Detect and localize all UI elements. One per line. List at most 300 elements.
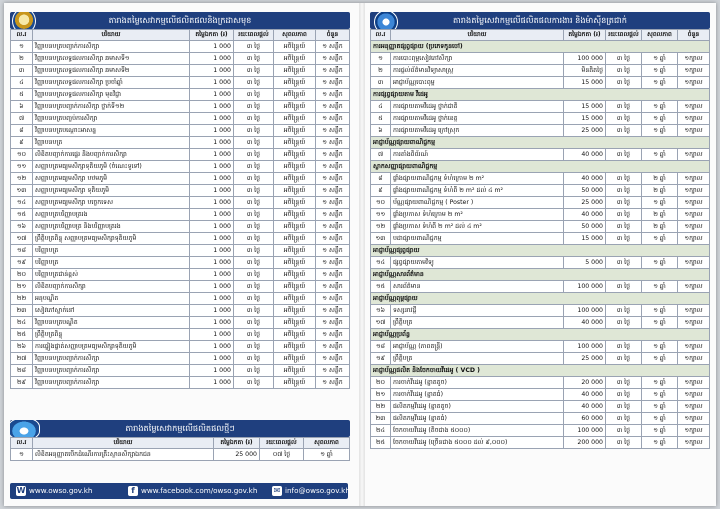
table-cell: ១ សន្លឹក bbox=[316, 245, 350, 257]
left-price-table bbox=[10, 29, 350, 389]
table-cell: ៣ ថ្ងៃ bbox=[234, 317, 274, 329]
table-cell: ២២ bbox=[371, 401, 391, 413]
column-header: សុពលភាព bbox=[642, 30, 678, 41]
table-row bbox=[371, 401, 710, 413]
table-cell: ១ ឆ្នាំ bbox=[642, 65, 678, 77]
table-cell: ៦ bbox=[371, 125, 391, 137]
table-cell: ផ្ទាំងផ្សាយពាណិជ្ជកម្ម ទំហំពី ២ m² ដល់ ៤ m² bbox=[391, 185, 564, 197]
category-label: អាជ្ញាប័ណ្ណផ្សាយពាណិជ្ជកម្ម bbox=[371, 137, 710, 149]
table-cell: ២ ឆ្នាំ bbox=[642, 209, 678, 221]
table-cell: ១ សន្លឹក bbox=[316, 329, 350, 341]
column-header: តម្លៃឯកតា (៛) bbox=[214, 438, 260, 449]
table-cell: ៣ ថ្ងៃ bbox=[606, 185, 642, 197]
column-header: ចំនួន bbox=[678, 30, 710, 41]
table-cell: ៣ ថ្ងៃ bbox=[606, 197, 642, 209]
table-row bbox=[11, 257, 350, 269]
table-cell: ចែកចាយវីដេអូ (ច្រើនជាង ៥០០០ ដល់ ៩,០០០) bbox=[391, 437, 564, 449]
column-header: តម្លៃឯកតា (៛) bbox=[190, 30, 234, 41]
category-label: អាជ្ញាប័ណ្ណសារព័ត៌មាន bbox=[371, 269, 710, 281]
category-row bbox=[371, 161, 710, 173]
table-cell: ៣ ថ្ងៃ bbox=[234, 329, 274, 341]
table-cell: ៣ ថ្ងៃ bbox=[234, 281, 274, 293]
table-cell: ការចាក់វីដេអូ (ខ្នាតតូច) bbox=[391, 377, 564, 389]
table-cell: ១ សន្លឹក bbox=[316, 113, 350, 125]
table-cell: ១ក្បាល bbox=[678, 257, 710, 269]
table-cell: 25 000 bbox=[564, 353, 606, 365]
table-cell: ១ក្បាល bbox=[678, 101, 710, 113]
table-cell: ៣ ថ្ងៃ bbox=[234, 161, 274, 173]
table-cell: ផ្ទាំងប្រកាស ទំហំពី ២ m² ដល់ ៤ m² bbox=[391, 221, 564, 233]
table-cell: ៦ bbox=[11, 101, 33, 113]
column-header: បរិយាយ bbox=[33, 438, 214, 449]
table-cell: 1 000 bbox=[190, 197, 234, 209]
table-cell: ២៤ bbox=[371, 425, 391, 437]
table-row bbox=[371, 389, 710, 401]
table-cell: ៣ ថ្ងៃ bbox=[606, 413, 642, 425]
table-cell: ផលិតកម្មវីដេអូ (ខ្នាតធំ) bbox=[391, 413, 564, 425]
table-cell: ២១ bbox=[371, 389, 391, 401]
table-cell: ៣ ថ្ងៃ bbox=[234, 77, 274, 89]
wordpress-icon: W bbox=[16, 486, 26, 495]
table-cell: ១ក្បាល bbox=[678, 377, 710, 389]
table-cell: ៣ ថ្ងៃ bbox=[234, 293, 274, 305]
table-cell: ៣ ថ្ងៃ bbox=[234, 185, 274, 197]
table-cell: ៣ ថ្ងៃ bbox=[606, 149, 642, 161]
table-cell: ១ សន្លឹក bbox=[316, 281, 350, 293]
table-cell: ៤ bbox=[371, 101, 391, 113]
table-cell: ១ សន្លឹក bbox=[316, 293, 350, 305]
table-cell: ១ក្បាល bbox=[678, 341, 710, 353]
table-cell: 50 000 bbox=[564, 185, 606, 197]
category-row bbox=[371, 41, 710, 53]
email-icon: ✉ bbox=[273, 486, 281, 495]
table-cell: ១ សន្លឹក bbox=[316, 269, 350, 281]
table-row bbox=[371, 233, 710, 245]
table-cell: ៤ bbox=[11, 77, 33, 89]
table-cell: អចិន្ត្រៃយ៍ bbox=[274, 161, 316, 173]
table-row bbox=[11, 377, 350, 389]
table-cell: ១០ bbox=[371, 197, 391, 209]
table-cell: ៣ ថ្ងៃ bbox=[606, 173, 642, 185]
table-cell: បរិញ្ញាបត្រជាន់ខ្ពស់ bbox=[33, 269, 190, 281]
table-cell: 100 000 bbox=[564, 281, 606, 293]
table-cell: ផ្ទាំងប្រកាស ទំហំក្រោម ២ m² bbox=[391, 209, 564, 221]
table-row bbox=[371, 317, 710, 329]
table-cell: ១ក្បាល bbox=[678, 401, 710, 413]
table-row bbox=[11, 365, 350, 377]
table-cell: 1 000 bbox=[190, 185, 234, 197]
table-cell: 15 000 bbox=[564, 77, 606, 89]
table-cell: ២០ bbox=[11, 269, 33, 281]
table-cell: ៣ ថ្ងៃ bbox=[606, 233, 642, 245]
table-cell: អចិន្ត្រៃយ៍ bbox=[274, 125, 316, 137]
table-cell: ៣ ថ្ងៃ bbox=[234, 377, 274, 389]
table-cell: ៣ ថ្ងៃ bbox=[234, 113, 274, 125]
table-row bbox=[11, 233, 350, 245]
category-row bbox=[371, 137, 710, 149]
table-cell: 1 000 bbox=[190, 317, 234, 329]
table-cell: 1 000 bbox=[190, 341, 234, 353]
table-cell: ១ក្បាល bbox=[678, 317, 710, 329]
table-cell: ១ក្បាល bbox=[678, 65, 710, 77]
column-header: ល.រ bbox=[371, 30, 391, 41]
table-cell: ៩ bbox=[11, 137, 33, 149]
table-row bbox=[11, 113, 350, 125]
table-cell: ១ សន្លឹក bbox=[316, 161, 350, 173]
table-cell: ៨ bbox=[371, 173, 391, 185]
table-cell: ២ ឆ្នាំ bbox=[642, 173, 678, 185]
table-cell: 60 000 bbox=[564, 413, 606, 425]
owso-logo-icon bbox=[10, 420, 40, 437]
table-cell: 40 000 bbox=[564, 209, 606, 221]
table-cell: ១ ឆ្នាំ bbox=[642, 401, 678, 413]
table-cell: អចិន្ត្រៃយ៍ bbox=[274, 281, 316, 293]
table-row bbox=[11, 281, 350, 293]
table-row bbox=[11, 317, 350, 329]
column-header: រយៈពេលផ្ដល់ bbox=[606, 30, 642, 41]
table-cell: ព្រឹត្តិបត្រពិន្ទុ bbox=[33, 329, 190, 341]
table-cell: អចិន្ត្រៃយ៍ bbox=[274, 53, 316, 65]
table-cell: 1 000 bbox=[190, 293, 234, 305]
table-cell: ការផ្សាយតាមវីដេអូ ថ្នាក់ខេត្ត bbox=[391, 113, 564, 125]
table-cell: ២៣ bbox=[11, 305, 33, 317]
table-row bbox=[11, 101, 350, 113]
table-cell: 40 000 bbox=[564, 389, 606, 401]
table-cell: ១៥ bbox=[11, 209, 33, 221]
table-cell: អចិន្ត្រៃយ៍ bbox=[274, 77, 316, 89]
table-cell: អចិន្ត្រៃយ៍ bbox=[274, 305, 316, 317]
table-cell: អចិន្ត្រៃយ៍ bbox=[274, 185, 316, 197]
table-cell: វិញ្ញាបនបត្របណ្ឌិត bbox=[33, 317, 190, 329]
table-row bbox=[371, 101, 710, 113]
column-header: ចំនួន bbox=[316, 30, 350, 41]
table-cell: សញ្ញាបត្រមធ្យមសិក្សា ទុតិយភូមិ bbox=[33, 185, 190, 197]
table-cell: ១ក្បាល bbox=[678, 221, 710, 233]
table-cell: ១ ឆ្នាំ bbox=[642, 125, 678, 137]
table-cell: លិខិតអនុញ្ញាតបើកដំណើរការគ្រឹះស្ថានសិក្សាឯកជន bbox=[33, 449, 214, 461]
table-cell: ១៦ bbox=[11, 221, 33, 233]
lower-panel-header bbox=[10, 420, 350, 437]
column-header: រយៈពេលផ្ដល់ bbox=[260, 438, 304, 449]
table-row bbox=[371, 353, 710, 365]
table-cell: ៣ ថ្ងៃ bbox=[606, 353, 642, 365]
table-cell: ១ សន្លឹក bbox=[316, 77, 350, 89]
table-cell: ៣ ថ្ងៃ bbox=[234, 41, 274, 53]
footer-email[interactable] bbox=[272, 483, 350, 499]
table-cell: ១ ឆ្នាំ bbox=[642, 257, 678, 269]
table-cell: 1 000 bbox=[190, 137, 234, 149]
table-row bbox=[11, 341, 350, 353]
table-cell: ១ក្បាល bbox=[678, 113, 710, 125]
column-header: ល.រ bbox=[11, 438, 33, 449]
category-row bbox=[371, 89, 710, 101]
table-cell: វិញ្ញាបនបត្របញ្ជាក់ការសិក្សា bbox=[33, 353, 190, 365]
column-header: បរិយាយ bbox=[33, 30, 190, 41]
table-cell: លិខិតបញ្ជាក់ការសិក្សា bbox=[33, 281, 190, 293]
table-cell: ៣ ថ្ងៃ bbox=[234, 101, 274, 113]
table-cell: ២១ bbox=[11, 281, 33, 293]
table-cell: ១ bbox=[11, 41, 33, 53]
table-cell: ២០ bbox=[371, 377, 391, 389]
table-cell: អចិន្ត្រៃយ៍ bbox=[274, 233, 316, 245]
left-panel-header bbox=[10, 12, 350, 29]
table-cell: ការផ្សាយតាមវីដេអូ ក្រៅស្រុក bbox=[391, 125, 564, 137]
table-cell: វិញ្ញាបនបត្របញ្ចប់ការសិក្សា bbox=[33, 113, 190, 125]
table-cell: ៣ ថ្ងៃ bbox=[234, 209, 274, 221]
table-cell: ២ ឆ្នាំ bbox=[642, 185, 678, 197]
table-row bbox=[11, 305, 350, 317]
table-cell: 1 000 bbox=[190, 365, 234, 377]
category-label: ការផ្សព្វផ្សាយតាម វីដេអូ bbox=[371, 89, 710, 101]
table-cell: 1 000 bbox=[190, 329, 234, 341]
table-cell: ៣ bbox=[11, 65, 33, 77]
lower-panel bbox=[10, 420, 350, 461]
table-cell: ១ក្បាល bbox=[678, 149, 710, 161]
table-cell: ១ ឆ្នាំ bbox=[642, 437, 678, 449]
table-cell: ការផ្ដល់ព័ត៌មានវិទ្យាសាស្ត្រ bbox=[391, 65, 564, 77]
table-cell: ៣ ថ្ងៃ bbox=[606, 53, 642, 65]
table-cell: ១ bbox=[11, 449, 33, 461]
table-cell: ១ bbox=[371, 53, 391, 65]
table-cell: 40 000 bbox=[564, 149, 606, 161]
table-cell: ១ ឆ្នាំ bbox=[642, 233, 678, 245]
table-cell: 100 000 bbox=[564, 305, 606, 317]
table-cell: អចិន្ត្រៃយ៍ bbox=[274, 173, 316, 185]
table-cell: 1 000 bbox=[190, 161, 234, 173]
table-cell: 1 000 bbox=[190, 233, 234, 245]
table-cell: 1 000 bbox=[190, 281, 234, 293]
table-cell: 1 000 bbox=[190, 221, 234, 233]
table-cell: ១ក្បាល bbox=[678, 53, 710, 65]
table-cell: ២៣ bbox=[371, 413, 391, 425]
table-cell: ១ ឆ្នាំ bbox=[642, 413, 678, 425]
table-row bbox=[371, 413, 710, 425]
table-cell: សញ្ញាបត្របរិញ្ញាបត្រ និងបរិញ្ញាបត្ររង bbox=[33, 221, 190, 233]
table-row bbox=[371, 173, 710, 185]
table-cell: វិញ្ញាបនបត្រលទ្ធផលការសិក្សា មុខវិជ្ជា bbox=[33, 89, 190, 101]
table-cell: 1 000 bbox=[190, 209, 234, 221]
table-cell: ១ សន្លឹក bbox=[316, 365, 350, 377]
table-cell: 25 000 bbox=[564, 197, 606, 209]
table-cell: ៧ bbox=[371, 149, 391, 161]
table-cell: វិញ្ញាបនបត្រលទ្ធផលការសិក្សា ប្រចាំឆ្នាំ bbox=[33, 77, 190, 89]
table-cell: ១ សន្លឹក bbox=[316, 221, 350, 233]
table-cell: អចិន្ត្រៃយ៍ bbox=[274, 209, 316, 221]
table-cell: 100 000 bbox=[564, 53, 606, 65]
table-cell: ៣ ថ្ងៃ bbox=[606, 437, 642, 449]
table-cell: ១ក្បាល bbox=[678, 281, 710, 293]
table-cell: 20 000 bbox=[564, 377, 606, 389]
table-row bbox=[371, 437, 710, 449]
table-cell: ១ សន្លឹក bbox=[316, 173, 350, 185]
table-row bbox=[11, 173, 350, 185]
table-cell: 100 000 bbox=[564, 425, 606, 437]
table-cell: ព្រឹត្តិបត្រ bbox=[391, 353, 564, 365]
table-row bbox=[371, 113, 710, 125]
table-cell: បរិញ្ញាបត្រ bbox=[33, 245, 190, 257]
category-row bbox=[371, 365, 710, 377]
table-row bbox=[371, 341, 710, 353]
table-cell: ផលិតកម្មវីដេអូ (ខ្នាតតូច) bbox=[391, 401, 564, 413]
table-row bbox=[11, 137, 350, 149]
page-fold bbox=[359, 3, 365, 506]
table-cell: អចិន្ត្រៃយ៍ bbox=[274, 377, 316, 389]
table-row bbox=[371, 209, 710, 221]
table-cell: ១ សន្លឹក bbox=[316, 233, 350, 245]
table-cell: ១ ឆ្នាំ bbox=[642, 101, 678, 113]
table-cell: 1 000 bbox=[190, 353, 234, 365]
table-cell: ១ សន្លឹក bbox=[316, 125, 350, 137]
table-cell: ១ សន្លឹក bbox=[316, 209, 350, 221]
table-cell: អចិន្ត្រៃយ៍ bbox=[274, 221, 316, 233]
table-cell: ៣ ថ្ងៃ bbox=[234, 125, 274, 137]
category-row bbox=[371, 293, 710, 305]
table-cell: អចិន្ត្រៃយ៍ bbox=[274, 65, 316, 77]
table-cell: សារព័ត៌មាន bbox=[391, 281, 564, 293]
table-cell: ៥ bbox=[11, 89, 33, 101]
table-cell: បរិញ្ញាបត្រ bbox=[33, 257, 190, 269]
table-cell: ១ក្បាល bbox=[678, 389, 710, 401]
table-cell: ១៦ bbox=[371, 305, 391, 317]
table-row bbox=[11, 89, 350, 101]
table-cell: ៣ ថ្ងៃ bbox=[606, 401, 642, 413]
table-cell: ១ សន្លឹក bbox=[316, 197, 350, 209]
table-cell: 100 000 bbox=[564, 341, 606, 353]
table-cell: 1 000 bbox=[190, 89, 234, 101]
table-cell: ៣ ថ្ងៃ bbox=[606, 221, 642, 233]
table-cell: ១ ឆ្នាំ bbox=[642, 341, 678, 353]
table-cell: ១ សន្លឹក bbox=[316, 341, 350, 353]
table-row bbox=[371, 185, 710, 197]
table-cell: ៩ bbox=[371, 185, 391, 197]
category-label: អាជ្ញាប័ណ្ណផលិត និងចែកចាយវីដេអូ ( VCD ) bbox=[371, 365, 710, 377]
table-cell: ១៨ bbox=[371, 341, 391, 353]
table-cell: បដាផ្សាយពាណិជ្ជកម្ម bbox=[391, 233, 564, 245]
left-panel bbox=[10, 12, 350, 389]
email-link[interactable]: info@owso.gov.kh bbox=[285, 486, 350, 495]
table-cell: ៣ ថ្ងៃ bbox=[234, 257, 274, 269]
table-cell: 50 000 bbox=[564, 221, 606, 233]
table-cell: ១ ឆ្នាំ bbox=[642, 113, 678, 125]
table-cell: ៣ ថ្ងៃ bbox=[606, 65, 642, 77]
table-cell: 1 000 bbox=[190, 377, 234, 389]
website-link[interactable]: www.owso.gov.kh bbox=[29, 486, 93, 495]
table-cell: ១៥ bbox=[371, 281, 391, 293]
table-row bbox=[11, 209, 350, 221]
table-row bbox=[11, 245, 350, 257]
table-row bbox=[371, 425, 710, 437]
table-cell: អចិន្ត្រៃយ៍ bbox=[274, 317, 316, 329]
table-cell: 15 000 bbox=[564, 233, 606, 245]
table-cell: វិញ្ញាបនបត្របញ្ជាក់ការសិក្សា bbox=[33, 377, 190, 389]
table-cell: អចិន្ត្រៃយ៍ bbox=[274, 269, 316, 281]
table-cell: ២ bbox=[371, 65, 391, 77]
table-cell: ៣ ថ្ងៃ bbox=[606, 341, 642, 353]
table-cell: ៣ ថ្ងៃ bbox=[606, 77, 642, 89]
table-cell: 25 000 bbox=[564, 125, 606, 137]
table-cell: ៣ ថ្ងៃ bbox=[606, 113, 642, 125]
table-cell: ១០ bbox=[11, 149, 33, 161]
table-cell: ១ សន្លឹក bbox=[316, 353, 350, 365]
table-cell: ៥ bbox=[371, 113, 391, 125]
lower-panel-title: តារាងតម្លៃសេវាកម្មលើផលិតផលថ្មីៗ bbox=[125, 423, 235, 433]
table-cell: ១៣ bbox=[11, 185, 33, 197]
table-cell: ការផ្ទៀងផ្ទាត់សញ្ញាបត្រមធ្យមសិក្សាទុតិយភូមិ bbox=[33, 341, 190, 353]
table-cell: ៣ ថ្ងៃ bbox=[606, 425, 642, 437]
table-cell: វិញ្ញាបនបត្របញ្ជាក់ការសិក្សា bbox=[33, 365, 190, 377]
table-cell: ១ សន្លឹក bbox=[316, 377, 350, 389]
table-cell: ព្រឹត្តិបត្រពិន្ទុ សញ្ញាបត្រមធ្យមសិក្សាទុតិយភូមិ bbox=[33, 233, 190, 245]
column-header: សុពលភាព bbox=[274, 30, 316, 41]
table-cell: ១៩ bbox=[11, 257, 33, 269]
table-cell: ៣ ថ្ងៃ bbox=[606, 305, 642, 317]
table-cell: ២ bbox=[11, 53, 33, 65]
table-cell: ៣ ថ្ងៃ bbox=[606, 101, 642, 113]
document-sheet bbox=[4, 3, 716, 506]
table-cell: ព្រឹត្តិបត្រ bbox=[391, 317, 564, 329]
table-cell: 1 000 bbox=[190, 245, 234, 257]
table-cell: ១ក្បាល bbox=[678, 353, 710, 365]
table-cell: ១ ឆ្នាំ bbox=[642, 197, 678, 209]
table-cell: ៣ ថ្ងៃ bbox=[234, 65, 274, 77]
table-cell: សៀវភៅស្នាក់នៅ bbox=[33, 305, 190, 317]
table-cell: ៣ ថ្ងៃ bbox=[234, 341, 274, 353]
table-cell: ផ្ទាំងផ្សាយពាណិជ្ជកម្ម ទំហំក្រោម ២ m² bbox=[391, 173, 564, 185]
table-cell: អចិន្ត្រៃយ៍ bbox=[274, 365, 316, 377]
table-cell: លិខិតបញ្ជាក់ការផ្ទេរ និងបញ្ជាក់ការសិក្សា bbox=[33, 149, 190, 161]
table-cell: 1 000 bbox=[190, 41, 234, 53]
table-cell: ៣ ថ្ងៃ bbox=[234, 269, 274, 281]
table-cell: មិនគិតថ្លៃ bbox=[564, 65, 606, 77]
table-cell: 40 000 bbox=[564, 173, 606, 185]
table-cell: ១៤ bbox=[11, 197, 33, 209]
table-cell: ៣ ថ្ងៃ bbox=[606, 125, 642, 137]
table-cell: 1 000 bbox=[190, 65, 234, 77]
table-cell: ១ក្បាល bbox=[678, 185, 710, 197]
table-cell: ១ សន្លឹក bbox=[316, 65, 350, 77]
table-cell: ០៧ ថ្ងៃ bbox=[260, 449, 304, 461]
table-cell: 1 000 bbox=[190, 173, 234, 185]
table-row bbox=[11, 161, 350, 173]
footer-facebook[interactable] bbox=[128, 483, 257, 499]
table-cell: វិញ្ញាបនបត្របណ្ដោះអាសន្ន bbox=[33, 125, 190, 137]
table-cell: ២៤ bbox=[11, 317, 33, 329]
right-panel-header bbox=[370, 12, 710, 29]
table-row bbox=[11, 197, 350, 209]
table-cell: ១៨ bbox=[11, 245, 33, 257]
table-cell: 1 000 bbox=[190, 101, 234, 113]
table-row bbox=[371, 377, 710, 389]
table-row bbox=[371, 305, 710, 317]
table-cell: 40 000 bbox=[564, 401, 606, 413]
table-cell: ១ក្បាល bbox=[678, 173, 710, 185]
table-cell: ផ្សព្វផ្សាយតាមវិទ្យុ bbox=[391, 257, 564, 269]
column-header: តម្លៃឯកតា (៛) bbox=[564, 30, 606, 41]
table-cell: ១២ bbox=[11, 173, 33, 185]
table-cell: ទស្សនាវដ្ដី bbox=[391, 305, 564, 317]
table-cell: អចិន្ត្រៃយ៍ bbox=[274, 101, 316, 113]
table-cell: 25 000 bbox=[214, 449, 260, 461]
table-cell: ១ក្បាល bbox=[678, 197, 710, 209]
table-cell: ៣ ថ្ងៃ bbox=[234, 53, 274, 65]
table-row bbox=[371, 77, 710, 89]
facebook-link[interactable]: www.facebook.com/owso.gov.kh bbox=[141, 486, 258, 495]
table-cell: ១៤ bbox=[371, 257, 391, 269]
table-cell: អចិន្ត្រៃយ៍ bbox=[274, 113, 316, 125]
table-cell: អចិន្ត្រៃយ៍ bbox=[274, 245, 316, 257]
table-row bbox=[371, 221, 710, 233]
footer-website[interactable] bbox=[16, 483, 93, 499]
